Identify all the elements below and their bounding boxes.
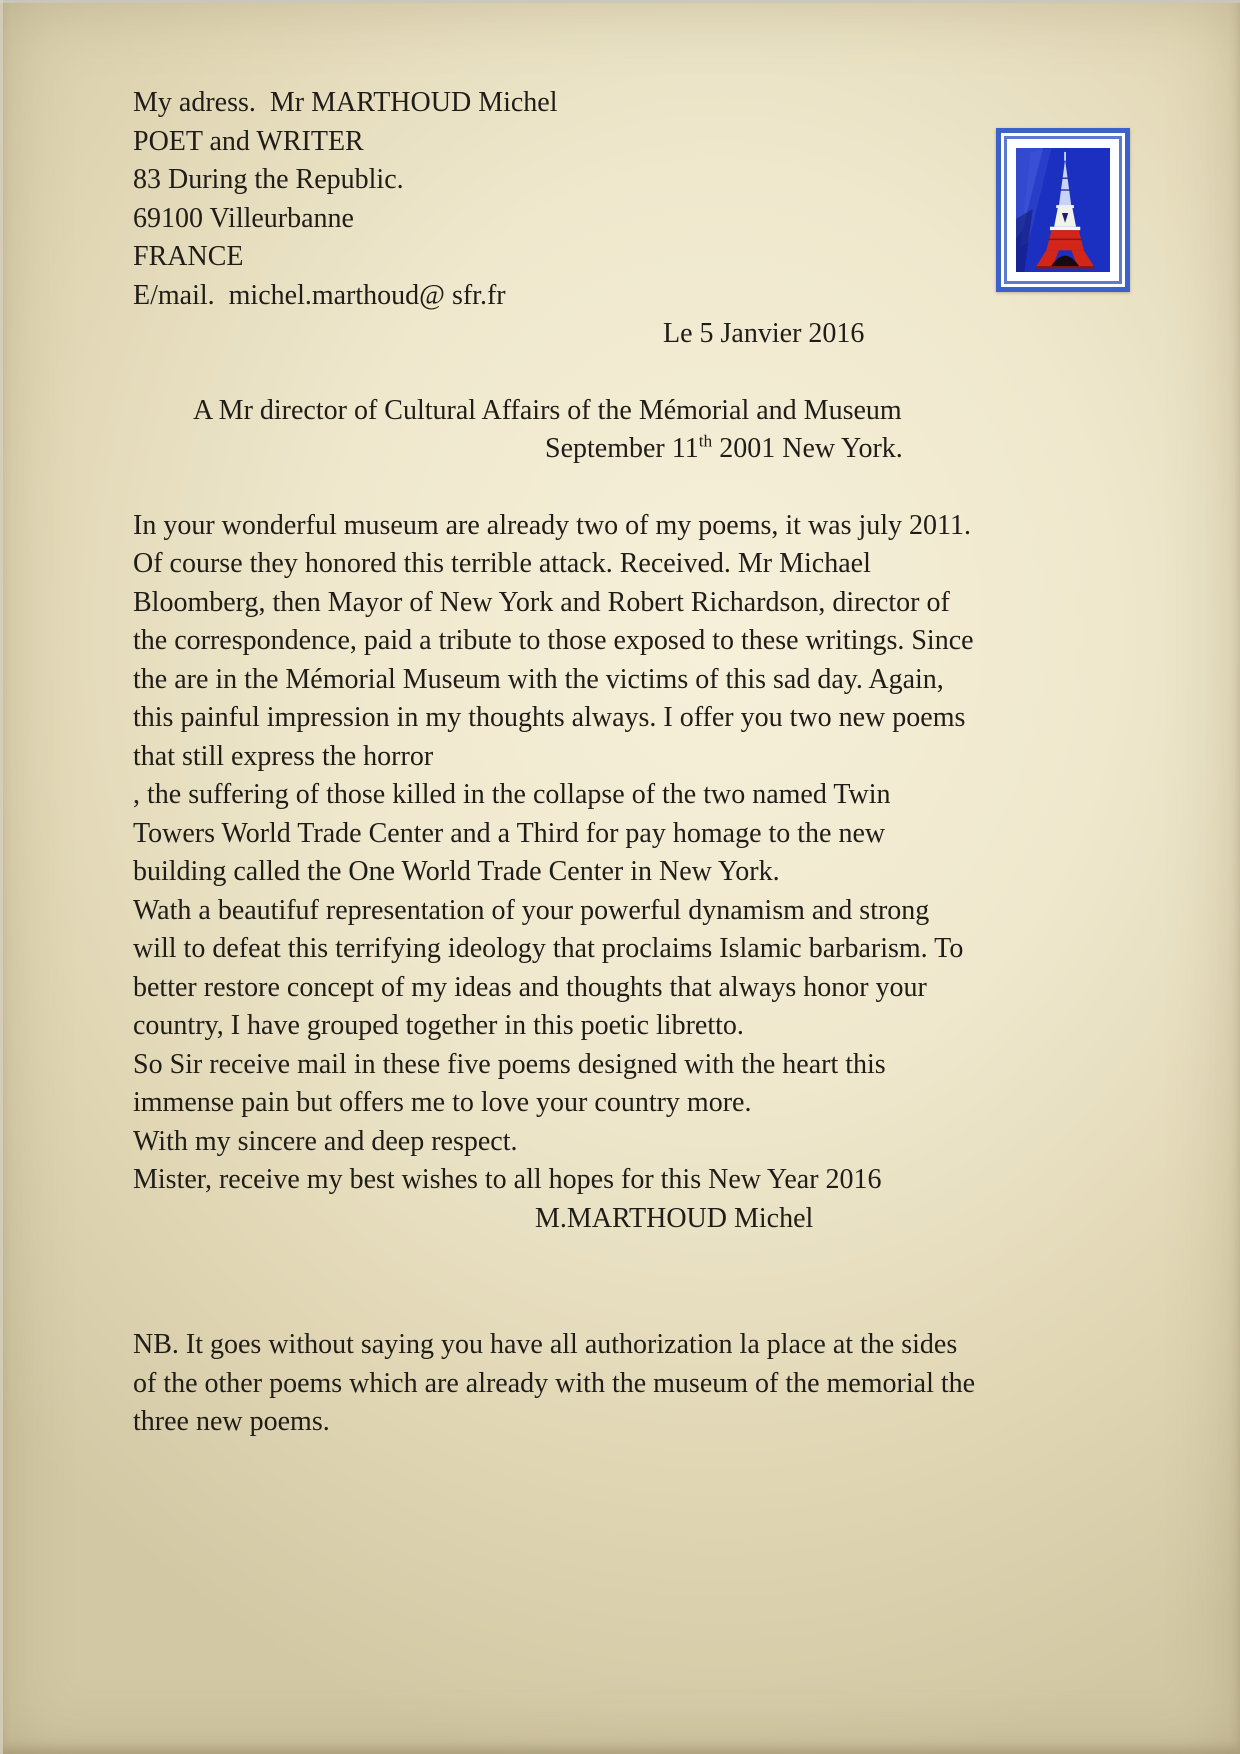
sender-address-block <box>133 84 1170 315</box>
recipient-line-2 <box>133 430 1170 469</box>
sender-address-line: E/mail. michel.marthoud@ sfr.fr <box>133 279 506 311</box>
body-line: better restore concept of my ideas and thoughts that always honor your <box>133 971 927 1003</box>
body-line: immense pain but offers me to love your country more. <box>133 1087 752 1118</box>
body-line: In your wonderful museum are already two of my poems, it was july 2011. <box>133 509 972 541</box>
postscript-block <box>133 1326 1170 1442</box>
letter-content <box>133 84 1170 1442</box>
body-line: Mister, receive my best wishes to all hopes for this New Year 2016 <box>133 1164 882 1195</box>
postscript-line: three new poems. <box>133 1406 330 1437</box>
sender-address-line: 69100 Villeurbanne <box>133 202 354 234</box>
body-line: Wath a beautifuf representation of your powerful dynamism and strong <box>133 894 930 926</box>
letter-body <box>133 507 1170 1200</box>
ordinal-superscript: th <box>698 431 713 451</box>
body-line: With my sincere and deep respect. <box>133 1125 518 1157</box>
body-line: Of course they honored this terrible attack. Received. Mr Michael <box>133 548 871 579</box>
body-line: building called the One World Trade Center in New York. <box>133 856 780 887</box>
signature: M.MARTHOUD Michel <box>535 1202 814 1234</box>
postscript-line: of the other poems which are already with the museum of the memorial the <box>133 1367 976 1399</box>
body-line: the are in the Mémorial Museum with the victims of this sad day. Again, <box>133 663 944 695</box>
recipient-city-text: 2001 New York. <box>712 433 903 464</box>
sender-address-line: POET and WRITER <box>133 125 364 157</box>
body-line: , the suffering of those killed in the collapse of the two named Twin <box>133 779 891 810</box>
letter-date: Le 5 Janvier 2016 <box>663 318 865 349</box>
body-line: Towers World Trade Center and a Third for pay homage to the new <box>133 817 886 849</box>
body-line: So Sir receive mail in these five poems designed with the heart this <box>133 1048 886 1080</box>
recipient-block <box>133 392 1170 469</box>
sender-address-line: My adress. Mr MARTHOUD Michel <box>133 87 558 118</box>
sender-address-line: FRANCE <box>133 241 244 272</box>
body-line: this painful impression in my thoughts always. I offer you two new poems <box>133 702 966 733</box>
body-line: country, I have grouped together in this poetic libretto. <box>133 1010 744 1041</box>
sender-address-line: 83 During the Republic. <box>133 164 404 195</box>
body-line: will to defeat this terrifying ideology that proclaims Islamic barbarism. To <box>133 933 964 964</box>
body-line: the correspondence, paid a tribute to those exposed to these writings. Since <box>133 625 974 656</box>
body-line: Bloomberg, then Mayor of New York and Robert Richardson, director of <box>133 586 950 618</box>
body-line: that still express the horror <box>133 740 434 772</box>
recipient-line-1: A Mr director of Cultural Affairs of the Mémorial and Museum <box>193 394 902 426</box>
recipient-date-text: September 11 <box>545 433 699 464</box>
postscript-line: NB. It goes without saying you have all authorization la place at the sides <box>133 1329 958 1360</box>
